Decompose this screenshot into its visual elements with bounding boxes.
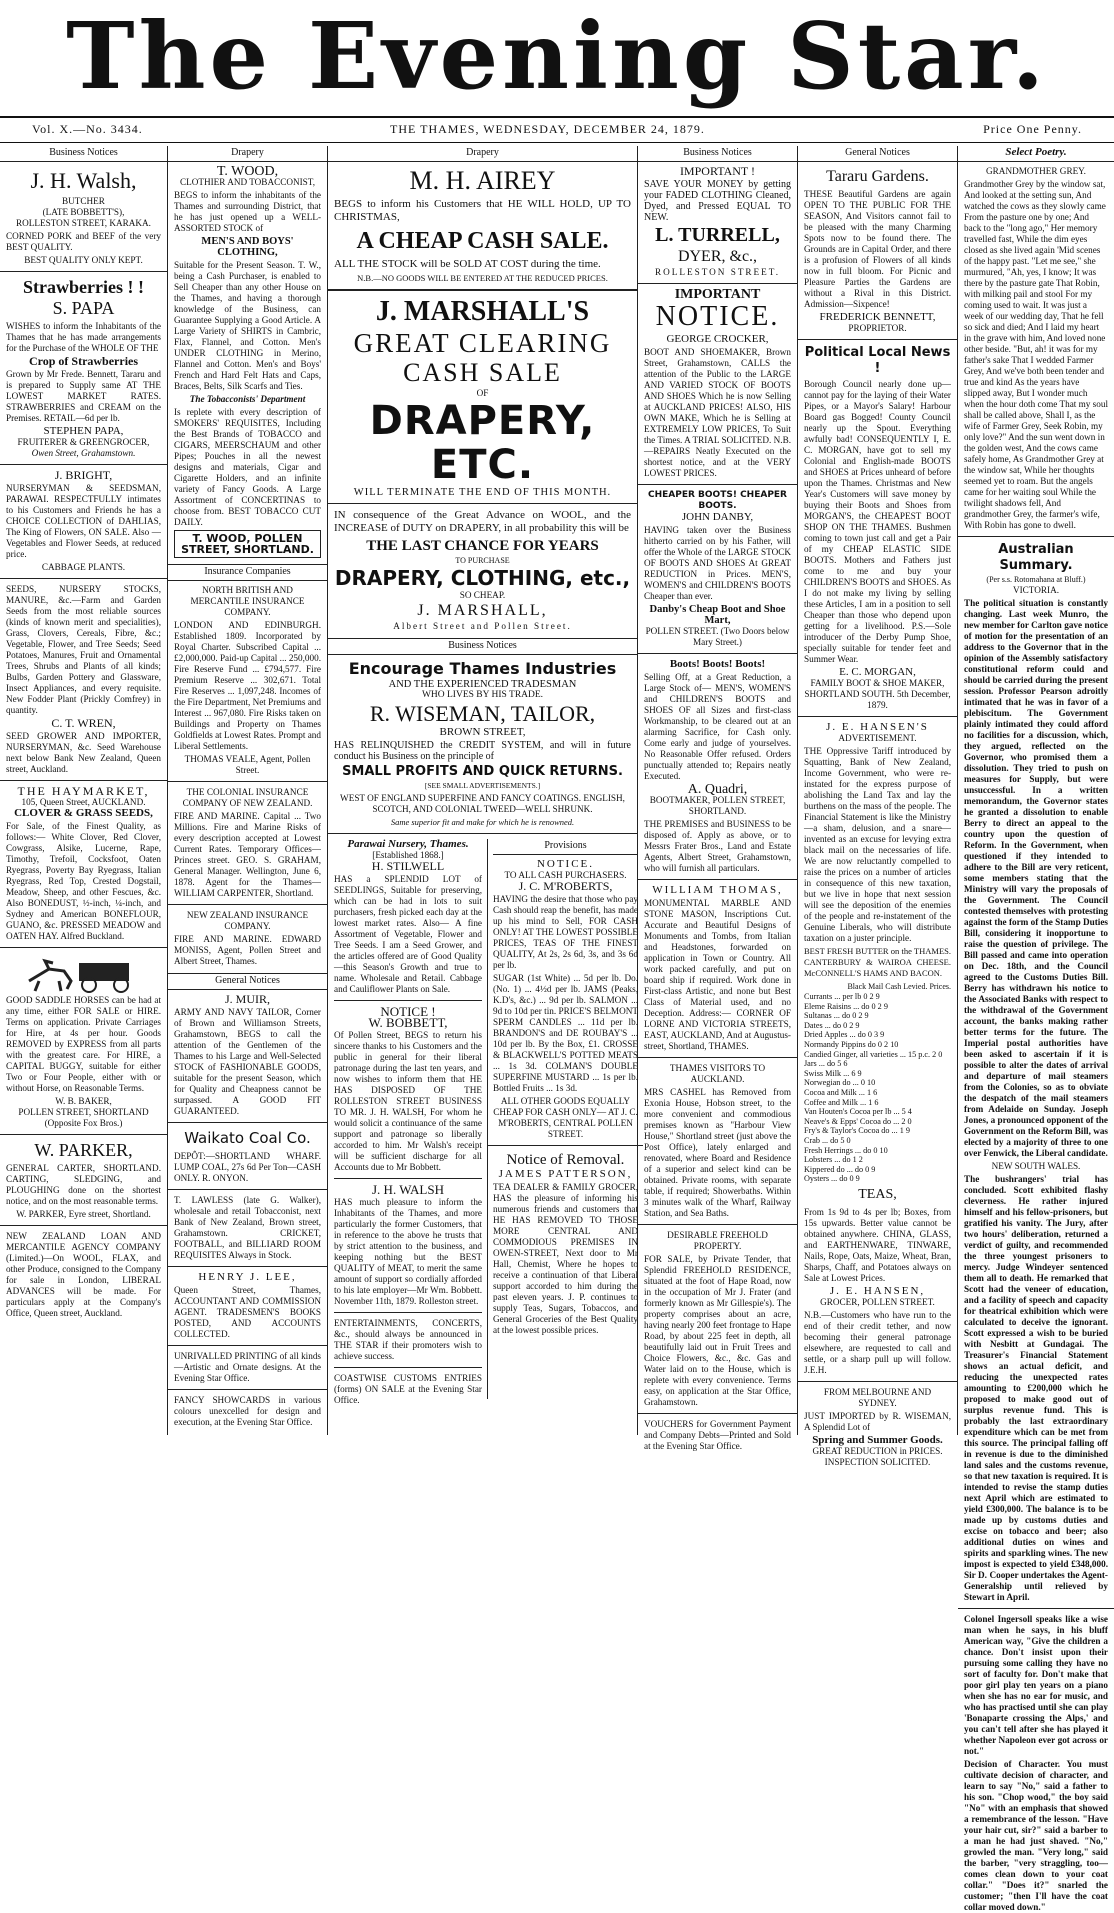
price-row: Eleme Raisins ... do 0 2 9: [804, 1001, 888, 1011]
prov-notice: NOTICE.: [536, 858, 595, 870]
so-cheap: SO CHEAP.: [459, 590, 506, 600]
section-head: General Notices: [168, 973, 327, 990]
divider: [168, 781, 327, 782]
volume-number: Vol. X.—No. 3434.: [32, 122, 143, 136]
section-head: Select Poetry.: [958, 146, 1114, 162]
drapery-clothing: DRAPERY, CLOTHING, etc.,: [334, 566, 631, 590]
divider: [638, 653, 797, 654]
price-row: Normandy Pippins do 0 2 10: [804, 1039, 899, 1049]
cash-sale: CASH SALE: [403, 358, 562, 387]
nzins-name: NEW ZEALAND INSURANCE COMPANY.: [186, 910, 309, 931]
section-head: Insurance Companies: [168, 564, 327, 581]
poem-body: Grandmother Grey by the window sat, And looked at the setting sun, And watched the cows as they slowly came From the pasture one by one; And back to the "long ago," Her memory travelled fast, While the dim eyes closed as she lived again 'Mid scenes of the happy past. "Let me see," she murmured, "Ah, yes, I know; It was there by the pasture gate That Robin, with milking pail and stool For my coming used to wait. It was just a week of our wedding day, That he fell so sick and died; And I laid my heart in the grave with him, And loved none other beside. "But, ah! it was for my father's sake That I wedded Farmer Grey, And we've both been tender and true and kind As the years have slipped away, But I wonder much when the hour doth come That my soul shall be called above, Shall I, as the wife of Farmer Grey, Seek Robin, my only love?" And the sun went down in the golden west, And the cows came safely home, As Grandmother Grey at the window sat, While her thoughts seemed yet to roam. But the angels came for her waiting soul While the twilight shadows fell, And grandmother Grey, the farmer's wife, With Robin has gone to dwell.: [964, 179, 1108, 530]
divider: [334, 1178, 482, 1179]
terminate: WILL TERMINATE THE END OF THIS MONTH.: [353, 487, 612, 498]
waikato-body: DEPÔT:—SHORTLAND WHARF. LUMP COAL, 27s 6d Per Ton—CASH ONLY. R. ONYON.: [174, 1151, 321, 1183]
divider: [168, 1122, 327, 1123]
price-list: [804, 992, 951, 1184]
wren-body: SEED GROWER AND IMPORTER, NURSERYMAN, &c. Seed Warehouse next below Bank New Zealand, Queen street, Auckland.: [6, 731, 161, 774]
price-row: Coffee and Milk ... 1 6: [804, 1097, 879, 1107]
section-head: Business Notices: [638, 146, 797, 162]
section-head: Provisions: [493, 839, 638, 855]
australian-heading: Australian Summary.: [998, 542, 1074, 573]
wood-name: T. WOOD,: [216, 164, 279, 179]
divider: [798, 1381, 957, 1382]
section-head: Drapery: [168, 146, 327, 162]
to-purchase: TO PURCHASE: [455, 556, 510, 565]
bright-body: NURSERYMAN & SEEDSMAN, PARAWAI. RESPECTFULLY intimates to his Customers and Friends he has a CHOICE COLLECTION of DAHLIAS, The King of Flowers, ON SALE. Also — Vegetables and Flower Seeds, at reduced price.: [6, 483, 161, 559]
column-2: [168, 146, 328, 1435]
cheap-cash-sale: A CHEAP CASH SALE.: [356, 228, 609, 254]
price: Price One Penny.: [983, 122, 1082, 136]
divider: [328, 833, 637, 834]
provisions-block: [487, 839, 638, 1399]
divider: [958, 1608, 1114, 1609]
wood-body-2: Suitable for the Present Season. T. W., being a Cash Purchaser, is enabled to Sell Cheaper than any other House on the Thames, and having a thorough knowledge of the Business, can Guarantee Supplying a Good Article. A Large Variety of SHIRTS in Cambric, Flax, Flannel, and Cotton. Men's UNDER CLOTHING in Merino, Flannel and Cotton. Men's and Boys' French and Hard Felt Hats and Caps, Braces, Belts, Silk Scarfs and Ties.: [174, 260, 321, 391]
divider: [328, 289, 637, 291]
tobacco-body: Is replete with every description of SMOKERS' REQUISITES, Including the Best Brands of TOBACCO and CIGARS, MEERSCHAUM and other Pipes; Pouches in all the newest designs and materials, Cigar and Cigarette Holders, and an infinite variety of Fancy Goods. A Large Assortment of CONCERTINAS to choose from. BEST TOBACCO CUT DAILY.: [174, 407, 321, 527]
section-head: Drapery: [328, 146, 637, 162]
clover-heading: CLOVER & GRASS SEEDS,: [14, 807, 153, 819]
just-imported: JUST IMPORTED by R. WISEMAN, A Splendid Lot of: [804, 1410, 951, 1432]
cabbage: CABBAGE PLANTS.: [41, 562, 126, 572]
premises: THE PREMISES and BUSINESS to be disposed of. Apply as above, or to Messrs Frater Bros., Land and Estate Agents, Albert Street, Grahamstown, who will furnish all particulars.: [644, 819, 791, 873]
airey-stock: ALL THE STOCK will be SOLD AT COST during the time.: [334, 258, 601, 270]
jhwalsh-name: J. H. WALSH: [372, 1182, 444, 1197]
small-profits: SMALL PROFITS AND QUICK RETURNS.: [342, 764, 623, 779]
divider: [168, 1189, 327, 1190]
walsh-line: ROLLESTON STREET, KARAKA.: [16, 218, 151, 228]
divider: [638, 484, 797, 485]
nsw-heading: NEW SOUTH WALES.: [991, 1161, 1081, 1171]
proprietor: PROPRIETOR.: [848, 323, 907, 333]
bennett-name: FREDERICK BENNETT,: [819, 311, 936, 323]
mroberts-body: HAVING the desire that those who pay Cash should reap the benefit, has made up his mind to Sell, FOR CASH ONLY! AT THE LOWEST POSSIBLE PRICES, TEAS OF THE FINEST QUALITY, At 2s, 2s 6d, 3s, and 3s 6d per lb.: [493, 894, 638, 970]
airey-name: M. H. AIREY: [409, 166, 556, 195]
coastwise: COASTWISE CUSTOMS ENTRIES (forms) ON SALE at the Evening Star Office.: [334, 1373, 482, 1405]
parawai-heading: Parawai Nursery, Thames.: [347, 838, 469, 850]
wood-sig: T. WOOD, POLLEN STREET, SHORTLAND.: [174, 530, 321, 558]
muir-body: ARMY AND NAVY TAILOR, Corner of Brown and Williamson Streets, Grahamstown, BEGS to call the attention of the Gentlemen of the Thames to his Large and Well-Selected STOCK of FASHIONABLE GOODS, suitable for the present Season, which for Quality and Cheapness cannot be surpassed. A GOOD FIT GUARANTEED.: [174, 1007, 321, 1116]
papa-sig-2: FRUITERER & GREENGROCER,: [17, 437, 150, 447]
danbys-mart: Danby's Cheap Boot and Shoe Mart,: [649, 604, 786, 626]
colonial-body: FIRE AND MARINE. Capital ... Two Millions. Fire and Marine Risks of every description accepted at Lowest Current Rates. Temporary Offices—Princes street. GEO. S. GRAHAM, General Manager. Wellington, June 6, 1878. Agent for the Thames— WILLIAM CARPENTER, Shortland.: [174, 811, 321, 898]
cheaper-boots: CHEAPER BOOTS! CHEAPER BOOTS.: [647, 490, 787, 511]
boots-body: Selling Off, at a Great Reduction, a Large Stock of— MEN'S, WOMEN'S and CHILDREN'S BOOTS and SHOES OF all Sizes and first-class Workmanship, to be cleared out at an alarming Sacrifice, for Cash only. Come early and judge of yourselves. No Reasonable Offer refused. Orders punctually attended to; Repairs neatly Executed.: [644, 672, 791, 781]
see-small: [SEE SMALL ADVERTISEMENTS.]: [424, 781, 541, 790]
same-fit: Same superior fit and make for which he is renowned.: [390, 817, 575, 827]
baker-name: W. B. BAKER,: [55, 1096, 112, 1106]
divider: [0, 464, 167, 465]
price-row: Swiss Milk ... 6 9: [804, 1068, 862, 1078]
strawberries-heading: Strawberries ! !: [23, 277, 144, 297]
removal-heading: Notice of Removal.: [506, 1152, 625, 1168]
muir-name: J. MUIR,: [224, 992, 270, 1006]
wood-sub: CLOTHIER AND TOBACCONIST,: [179, 177, 315, 187]
west-coatings: WEST OF ENGLAND SUPERFINE AND FANCY COATINGS. ENGLISH, SCOTCH, AND COLONIAL TWEED—WELL SHRUNK.: [340, 793, 625, 814]
tararu-heading: Tararu Gardens.: [826, 168, 929, 185]
nbm-body: LONDON AND EDINBURGH. Established 1809. Incorporated by Royal Charter. Subscribed Capital ... £2,000,000. Paid-up Capital ... 250,000. Fire Reserve Fund ... £794,577. Fire Premium Reserve ... 302,671. Total Fire Reserves ... 1,097,248. Incomes of the Fire Department, Net Premiums and Interest ... 967,080. Fire Risks taken on Buildings and Property on Thames Goldfields at Lowest Rates. Prompt and Liberal Settlements.: [174, 620, 321, 751]
price-row: Van Houten's Cocoa per lb ... 5 4: [804, 1107, 912, 1117]
nursery-block: [334, 839, 482, 1408]
clover-body: For Sale, of the Finest Quality, as follows:— White Clover, Red Clover, Cowgrass, Alsike, Lucerne, Rape, Timothy, Trefoil, Cocksfoot, Oaten Ryegrass, Poverty Bay Ryegrass, Italian Ryegrass, Red Top, Crested Dogstail, Meadow, Sheep, and other Fescues, &c. Also BONEDUST, ½-inch, ¼-inch, and Sydney and American BONEFLOUR, GUANO, &c. PRESSED MEADOW and OATEN HAY. Alfred Buckland.: [6, 821, 161, 941]
divider: [0, 271, 167, 272]
patterson-name: JAMES PATTERSON,: [498, 1168, 633, 1180]
bobbett-name: W. BOBBETT,: [368, 1015, 448, 1030]
seeds-body: SEEDS, NURSERY STOCKS, MANURE, &c.—Farm and Garden Seeds from the most reliable sources (kinds of known merit and specialities), Grass, Clovers, Cereals, Fibre, &c.; Vegetable, Flower, and Tree Seeds; Seed Potatoes, Manures, Fruit and Ornamental Trees, Shrubs and Plants of all kinds; Bulbs, Garden Pottery and Glassware, Insect Appliances, and every requisite. New Fodder Plant (Prickly Comfrey) in quantity.: [6, 584, 161, 715]
teas-body: From 1s 9d to 4s per lb; Boxes, from 15s upwards. Better value cannot be obtained anywhere. CHINA, GLASS, and EARTHENWARE, TINWARE, Nails, Rope, Oats, Maize, Wheat, Bran, Sharps, Chaff, and Potatoes always on Sale at Lowest Prices.: [804, 1206, 951, 1283]
nzins-body: FIRE AND MARINE. EDWARD MONISS, Agent, Pollen Street and Albert Street, Thames.: [174, 934, 321, 966]
turrell-name: L. TURRELL,: [655, 224, 780, 246]
morgan-body: FAMILY BOOT & SHOE MAKER, SHORTLAND SOUTH. 5th December, 1879.: [804, 678, 951, 710]
bobbett-body: Of Pollen Street, BEGS to return his sincere thanks to his Customers and the public in general for their liberal patronage during the last ten years, and now wishes to inform them that HE HAS DISPOSED OF THE ROLLESTON STREET BUSINESS TO MR. J. H. WALSH, For whom he would solicit a continuance of the same support and patronage so liberally accorded to him. Mr Walsh's receipt will be sufficient discharge for all Accounts due to Mr Bobbett.: [334, 1030, 482, 1172]
danby-addr: POLLEN STREET. (Two Doors below Mary Street.): [645, 626, 790, 647]
divider: [0, 780, 167, 781]
baker-body: POLLEN STREET, SHORTLAND (Opposite Fox Bros.): [18, 1107, 149, 1128]
melb-heading: FROM MELBOURNE AND SYDNEY.: [823, 1386, 932, 1408]
mroberts-name: J. C. M'ROBERTS,: [518, 879, 613, 893]
drapery-etc: DRAPERY, ETC.: [369, 398, 596, 488]
price-row: Jars ... do 5 6: [804, 1059, 848, 1069]
masthead: [0, 0, 1114, 112]
nsw-body: The bushrangers' trial has concluded. Scott exhibited flashy cleverness. He rather injured himself and his fellow-prisoners, but gratified his vanity. The Jury, after two hours' deliberation, returned a verdict of guilty, and recommended the three youngest prisoners to mercy. Judge Windeyer sentenced them all to death. He remarked that Scott had the veneer of education, and a facility of speech and capacity for theatrical exhibition which were calculated to deceive the ignorant. Scott expressed a wish to be buried with Nesbitt at Gundagai. The Treasurer's Financial Statement shows an actual deficit, and reducing the unexpected rates amounting to £200,000 which he proposed to make good out of surplus revenue fund. This is probably the last extraordinary expenditure which can be met from this source. The principal falling off in revenue is due to the diminished land sales and the customs revenue, so that new taxation is required. It is intended to revise the stamp duties next April which are estimated to yield £300,000. The balance is to be made up by customs duties and excise on tobacco and beer; also additional duties on wines and spirits and sparkling wines. The new impost is expected to yield £348,000. Sir D. Cooper undertakes the Agent-Generalship until relieved by Stewart in April.: [964, 1174, 1108, 1602]
price-row: Dates ... do 0 2 9: [804, 1020, 860, 1030]
lawless-body: T. LAWLESS (late G. Walker), wholesale and retail Tobacconist, next Bank of New Zealand, Brown street, Grahamstown. CRICKET, FOOTBALL, and BILLIARD ROOM REQUISITES Always in Stock.: [174, 1195, 321, 1260]
masthead-title: The Evening Star.: [66, 2, 1048, 110]
divider: [334, 1367, 482, 1368]
section-head: Business Notices: [0, 146, 167, 162]
waikato-name: Waikato Coal Co.: [184, 1129, 311, 1147]
price-head: Black Mail Cash Levied. Prices.: [847, 982, 951, 991]
divider: [958, 536, 1114, 537]
political-body: Borough Council nearly done up—cannot pay for the laying of their Water Pipes, or a Mayor's Salary! Harbour Board gas Bogged! County Council nearly up the Spout. Everything awfully bad! CONSEQUENTLY I, E. C. MORGAN, have got to sell my Colonial and English-made BOOTS and SHOES at Prices unheard of before upon the Thames. Christmas and New Year's Customers will save money by buying their Boots and Shoes from MORGAN'S, the CHEAPEST BOOT SHOP ON THE THAMES. Bushmen coming to town just call and get a Pair of my CHEAP ELASTIC SIDE BOOTS. Mothers and Fathers just come to me and buy your CHILDREN'S BOOTS and SHOES. As I do not make my living by selling these Articles, I am in a position to sell Cheaper than those who depend upon getting for a livelihood. P.S.—Sole introducer of the Derby Pump Shoe, specially suitable for tender feet and Summer Wear.: [804, 379, 951, 664]
stilwell-name: H. STILWELL: [371, 859, 445, 873]
price-row: Candied Ginger, all varieties ... 15 p.c. 2 0: [804, 1049, 943, 1059]
colonial-name: THE COLONIAL INSURANCE COMPANY OF NEW ZEALAND.: [182, 787, 313, 808]
lower-split: [334, 838, 638, 1405]
divider: [798, 339, 957, 340]
per-ship: (Per s.s. Rotomahana at Bluff.): [986, 575, 1086, 584]
bobbett-notice: NOTICE !: [380, 1004, 436, 1019]
marshall-name: J. MARSHALL'S: [375, 296, 590, 327]
hansen-body: THE Oppressive Tariff introduced by Squatting, Bank of New Zealand, Income Government, who were re-instated for the express purpose of abolishing the Land Tax and lay the burthens on the mass of the people. The Financial Statement is like the Ministry—a sham, delusion, and a snare—invented as an excuse for levying extra black mail on the necessaries of life. We are now reluctantly compelled to raise the prices on a number of articles in consequence of this new taxation, but we live in hope that next session will see the deposition of the enemies of the people and re-instatement of the Genuine Liberals, who will distribute taxation on a juster principle.: [804, 746, 951, 943]
quadri-name: A. Quadri,: [687, 782, 748, 797]
walsh-heading: J. H. Walsh,: [30, 168, 137, 193]
divider: [638, 1413, 797, 1414]
vouchers: VOUCHERS for Government Payment and Company Debts—Printed and Sold at the Evening Star Office.: [644, 1419, 791, 1451]
victoria-heading: VICTORIA.: [1012, 585, 1060, 595]
walsh-line: BEST QUALITY ONLY KEPT.: [24, 255, 143, 265]
carriage-illustration: [9, 953, 159, 993]
divider: [168, 1389, 327, 1390]
crop-heading: Crop of Strawberries: [28, 354, 139, 368]
morgan-name: E. C. MORGAN,: [839, 666, 916, 678]
ingersoll: Colonel Ingersoll speaks like a wise man when he says, in his bluff American way, "Give the children a chance. Don't insist upon their pursuing some calling they have no sort of faculty for. Don't make that poor girl play ten years on a piano when she has no ear for music, and who has practised until she can play 'Bonaparte crossing the Alps,' and you can't tell after she has played it whether Napoleon ever got across or not.": [964, 1614, 1108, 1756]
notice-heading: NOTICE.: [655, 301, 780, 332]
quadri-body: BOOTMAKER, POLLEN STREET, SHORTLAND.: [649, 795, 786, 816]
papa-body-2: Grown by Mr Frede. Bennett, Tararu and is prepared to Supply same AT THE LOWEST MARKET RATES. STRAWBERRIES and CREAM on the Premises. RETAIL—6d per lb.: [6, 369, 161, 423]
lee-name: HENRY J. LEE,: [198, 1271, 297, 1283]
price-row: Norwegian do ... 0 10: [804, 1078, 876, 1088]
relinquished: HAS RELINQUISHED the CREDIT SYSTEM, and will in future conduct his Business on the principle of: [334, 740, 631, 762]
tobacco-heading: The Tobacconists' Department: [189, 394, 306, 404]
important-heading: IMPORTANT !: [679, 164, 756, 178]
dateline: THE THAMES, WEDNESDAY, DECEMBER 24, 1879.: [390, 122, 705, 136]
column-3: [328, 146, 638, 1435]
who-lives: WHO LIVES BY HIS TRADE.: [421, 690, 544, 700]
divider: [168, 1266, 327, 1267]
entertainments: ENTERTAINMENTS, CONCERTS, &c., should always be announced in THE STAR if their promoters wish to achieve success.: [334, 1318, 482, 1361]
divider: [168, 1345, 327, 1346]
mroberts-end: ALL OTHER GOODS EQUALLY CHEAP FOR CASH ONLY— AT J. C. M'ROBERTS, CENTRAL POLLEN STREET.: [493, 1096, 638, 1139]
thomas-name: WILLIAM THOMAS,: [652, 884, 783, 896]
visitors-body: MRS CASHEL has Removed from Exonia House, Hobson street, to the more convenient and commodious premises known as "Harbour View House," Shortland street (just above the Post Office), lately enlarged and renovated, where Board and Residence of a superior and select kind can be obtained. Private rooms, with separate table, if required; Showerbaths. Within 3 minutes walk of the Wharf, Railway Station, and Sea Baths.: [644, 1087, 791, 1218]
price-row: Currants ... per lb 0 2 9: [804, 992, 880, 1001]
jehansen-name: J. E. HANSEN,: [829, 1284, 926, 1297]
wood-body: BEGS to inform the inhabitants of the Thames and surrounding District, that he has just opened up a WELL-ASSORTED STOCK of: [174, 190, 321, 233]
walsh-line: BUTCHER: [62, 196, 105, 206]
wren-name: C. T. WREN,: [51, 716, 116, 730]
divider: [168, 904, 327, 905]
wiseman-name: R. WISEMAN, TAILOR,: [369, 701, 596, 726]
issue-bar: [0, 116, 1114, 143]
papa-name: S. PAPA: [52, 298, 115, 318]
freehold-heading: DESIRABLE FREEHOLD PROPERTY.: [667, 1230, 768, 1251]
consequence: IN consequence of the Great Advance on WOOL, and the INCREASE of DUTY on DRAPERY, in all probability this will be: [334, 509, 631, 534]
divider: [0, 1225, 167, 1226]
airey-body: BEGS to inform his Customers that HE WILL HOLD, UP TO CHRISTMAS,: [334, 198, 631, 223]
nb-customers: N.B.—Customers who have run to the end of their credit tether, and now becoming their general patronage elsewhere, are requested to call and settle, or a sharp pull up will follow. J.E.H.: [804, 1309, 951, 1375]
brown-street: BROWN STREET,: [439, 726, 526, 738]
divider: [638, 283, 797, 284]
section-head: Business Notices: [328, 638, 637, 655]
bright-name: J. BRIGHT,: [54, 468, 113, 482]
divider: [334, 1000, 482, 1001]
divider: [638, 1224, 797, 1225]
parker-name: W. PARKER,: [34, 1140, 133, 1160]
great-clearing: GREAT CLEARING: [353, 328, 612, 358]
parker-body: GENERAL CARTER, SHORTLAND. CARTING, SLEDGING, and PLOUGHING done on the shortest notice, and on the most reasonable terms.: [6, 1163, 161, 1206]
price-row: Oysters ... do 0 9: [804, 1174, 860, 1184]
jhwalsh-body: HAS much pleasure to inform the Inhabitants of the Thames, and more particularly the former Customers, that in reference to the above he trusts that by strict attention to the business, and keeping nothing but the BEST QUALITY of MEAT, to merit the same amount of support so cordially afforded to his late employer—Mr Wm. Bobbett. November 11th, 1879. Rolleston street.: [334, 1197, 482, 1306]
price-row: Cocoa and Milk ... 1 6: [804, 1087, 878, 1097]
hansen-heading: J. E. HANSEN'S: [826, 721, 929, 733]
divider: [488, 1145, 643, 1146]
encourage: Encourage Thames Industries: [348, 659, 617, 678]
walsh-line: CORNED PORK and BEEF of the very BEST QUALITY.: [6, 231, 161, 252]
danby-body: HAVING taken over the Business hitherto carried on by his Father, will offer the Whole of the LARGE STOCK OF BOOTS AND SHOES At GREAT REDUCTION in Prices. MEN'S, WOMEN'S and CHILDREN'S BOOTS Cheaper than ever.: [644, 525, 791, 601]
thomas-body: MONUMENTAL MARBLE AND STONE MASON, Inscriptions Cut. Accurate and Beautiful Designs of Monuments and Tombs, from Italian and Headstones, forwarded on application in Town or Country. All work packed carefully, and put on board ship if required. Work done in First-class Artistic, and none but Best Class of Material used, and no Deception. Address:— CORNER OF LORNE AND VICTORIA STREETS, EAST, AUCKLAND, And at Augustus-street, Shortland, THAMES.: [644, 898, 791, 1051]
price-row: Dried Apples ... do 0 3 9: [804, 1030, 885, 1040]
nzloan-body: NEW ZEALAND LOAN AND MERCANTILE AGENCY COMPANY (Limited.)—On WOOL, FLAX, and other Produce, consigned to the Company for sale in London, LIBERAL ADVANCES will be made. For particulars apply at the Company's Office, Queen street, Auckland.: [6, 1231, 161, 1318]
jmarshall: J. MARSHALL,: [417, 602, 548, 619]
divider: [0, 578, 167, 579]
parawai-est: [Established 1868.]: [372, 850, 444, 860]
nbm-name: NORTH BRITISH AND MERCANTILE INSURANCE COMPANY.: [190, 585, 305, 617]
price-row: Fresh Herrings ... do 0 10: [804, 1145, 888, 1155]
political-heading: Political Local News !: [804, 345, 951, 376]
teas-heading: TEAS,: [858, 1186, 897, 1202]
lee-body: Queen Street, Thames, ACCOUNTANT AND COMMISSION AGENT. TRADESMEN'S BOOKS POSTED, AND ACCOUNTS COLLECTED.: [174, 1285, 321, 1339]
columns: [0, 146, 1114, 1912]
price-row: Crab ... do 5 0: [804, 1135, 851, 1145]
crocker-name: GEORGE CROCKER,: [666, 333, 769, 345]
danby-name: JOHN DANBY,: [681, 511, 754, 523]
section-head: General Notices: [798, 146, 957, 162]
poem-title: GRANDMOTHER GREY.: [986, 166, 1086, 176]
mroberts-items: SUGAR (1st White) ... 5d per lb. Do. (No. 1) ... 4½d per lb. JAMS (Peaks, K.D's, &c.) ... 9d per lb. SALMON ... 9d to 10d per tin. PRICE'S BELMONT SPERM CANDLES ... 11d per lb. BRANDON'S and DE ROUBAY'S ... 10d per lb. By the Box, £1. CROSSE & BLACKWELL'S POTTED MEATS ... 1s 3d. COLMAN'S DOUBLE SUPERFINE MUSTARD ... 1s per lb. Bottled Fruits ... 1s 3d.: [493, 973, 638, 1093]
important-body: SAVE YOUR MONEY by getting your FADED CLOTHING Cleaned, Dyed, and Pressed EQUAL TO NEW.: [644, 179, 791, 223]
price-row: Neave's & Epps' Cocoa do ... 2 0: [804, 1116, 912, 1126]
divider: [0, 1134, 167, 1135]
airey-nb: N.B.—NO GOODS WILL BE ENTERED AT THE REDUCED PRICES.: [357, 273, 608, 283]
saddle-body: GOOD SADDLE HORSES can be had at any time, either FOR SALE or HIRE. Terms on application. Private Carriages for Hire, at 4s per hour. Goods REMOVED by EXPRESS from all parts with the greatest care. For HIRE, a CAPITAL BUGGY, suitable for either Two or Four People, either with or without Horse, on Reasonable Terms.: [6, 995, 161, 1093]
papa-sig-3: Owen Street, Grahamstown.: [31, 448, 136, 458]
mens-clothing: MEN'S AND BOYS' CLOTHING,: [201, 236, 294, 258]
advertisement-label: ADVERTISEMENT.: [838, 733, 917, 743]
walsh-line: (LATE BOBBETT'S),: [42, 207, 125, 217]
parker-addr: W. PARKER, Eyre street, Shortland.: [16, 1209, 151, 1219]
haymarket-name: THE HAYMARKET,: [17, 784, 150, 798]
victoria-body: The political situation is constantly changing. Last week Munro, the new member for Carlton gave notice of motion for the presentation of an address to the Governor that in the opinion of the Assembly satisfactory constitutional reform could and should be carried during the present session. Professor Pearson adroitly intimated that he was in favor of a plebiscitum. The Government plainly intimated they could afford no facilities for a discussion, which, they argued, reflected on the Governor, who promised them a dissolution. They tried to push on measures for Supply, but were unsuccessful. In a written memorandum, the Governor states he granted a dissolution to enable Berry to direct an appeal to the country upon the question of Reform. In the Government, when questioned if they intended to adhere to the Bill are very reticent, some members stating that the Ministry will vary the proposals of the Government. The Council contested themselves with protesting against the form of the Stamp Duties Bill, considering it inopportune to raise the question of privilege. The Bill passed and came into operation on Dec. 18th, and the Council agreed to the Customs Duties Bill. Berry has withdrawn his notice to the Associated Banks with respect to the withdrawal of the Government account, the banks making rather better terms for the future. The Imperial postal authorities have been asked to ascertain if it is possible to alter the dates of arrival and departure of mail steamers from the Colonies, so as to obviate the despatch of the mail steamers from Adelaide on Sunday. Joseph Jones, a pronounced opponent of the Government on the Reform Bill, was elected by a majority of three to one over Fenwick, the Liberal candidate.: [964, 598, 1108, 1158]
last-chance: THE LAST CHANCE FOR YEARS: [366, 538, 599, 554]
divider: [798, 716, 957, 717]
crocker-body: BOOT AND SHOEMAKER, Brown Street, Grahamstown, CALLS the attention of the Public to the LARGE AND VARIED STOCK OF BOOTS AND SHOES Which he is now Selling at AUCKLAND PRICES! ALSO, HIS OWN MAKE, Which he is Selling at EXTREMELY LOW PRICES, To Suit the Times. A TRIAL SOLICITED. N.B.—REPAIRS Neatly Executed on the shortest notice, and at the VERY LOWEST PRICES.: [644, 347, 791, 478]
showcards-notice: FANCY SHOWCARDS in various colours unexcelled for design and execution, at the Evening Star Office.: [174, 1395, 321, 1427]
divider: [638, 1057, 797, 1058]
nbm-sig: THOMAS VEALE, Agent, Pollen Street.: [184, 754, 311, 775]
tararu-body: THESE Beautiful Gardens are again OPEN TO THE PUBLIC FOR THE SEASON, And Visitors cannot fail to be pleased with the many Charming Spots now to be found there. The Grounds are in Capital Order, and there is a profusion of Flowers of all kinds now in full bloom. For Picnic and Pleasure Parties the Gardens are without a Rival in this District. Admission—Sixpence!: [804, 189, 951, 309]
price-row: Lobsters ... do 1 2: [804, 1155, 863, 1165]
butter: BEST FRESH BUTTER on the THAMES. CANTERBURY & WAIROA CHEESE. McCONNELL'S HAMS AND BACON.: [804, 946, 951, 978]
reduction: GREAT REDUCTION in PRICES. INSPECTION SOLICITED.: [812, 1445, 943, 1467]
divider: [334, 1312, 482, 1313]
experienced: AND THE EXPERIENCED TRADESMAN: [388, 679, 577, 690]
freehold-body: FOR SALE, by Private Tender, that Splendid FREEHOLD RESIDENCE, situated at the foot of Hape Road, now in the occupation of Mr J. Frater (and formerly known as Mr Gillespie's). The property comprises about an acre, having nearly 200 feet frontage to Hape Road, by about 225 feet in depth, all beautifully laid out in Fruit Trees and Choice Flowers, &c., &c. Gas and Water laid on to the House, which is replete with every convenience. Terms easy, on application at the Star Office, Grahamstown.: [644, 1254, 791, 1407]
divider: [328, 503, 637, 504]
decision: Decision of Character. You must cultivate decision of character, and learn to say "No," said a father to his son. "Chop wood," the boy said "No" with an emphasis that showed a remembrance of the lesson. "Have your hair cut, sir?" said a barber to a man he had just shaved. "No," growled the man. "Very long," said the barber, "very straggling, too—comes clean down to your coat collar." "Does it?" snarled the customer; "then I'll have the coat collar moved down.": [964, 1759, 1108, 1912]
spring-goods: Spring and Summer Goods.: [812, 1433, 943, 1446]
printing-notice: UNRIVALLED PRINTING of all kinds—Artistic and Ornate designs. At the Evening Star Office.: [174, 1351, 321, 1383]
visitors-heading: THAMES VISITORS TO AUCKLAND.: [669, 1063, 766, 1084]
haymarket-body: 105, Queen Street, AUCKLAND.: [21, 797, 146, 807]
boots-heading: Boots! Boots! Boots!: [669, 658, 766, 670]
divider: [0, 947, 167, 948]
dyer: DYER, &c.,: [677, 248, 758, 265]
important-2: IMPORTANT: [674, 287, 761, 302]
column-4: [638, 146, 798, 1451]
stilwell-body: HAS a SPLENDID LOT of SEEDLINGS, Suitable for preserving, which can be had in lots to suit purchasers, fresh picked each day at the lowest market rates. Also— A fine Assortment of Vegetable, Flower and Tree Seeds. I am a Seed Grower, and the articles offered are of Good Quality—this Season's Growth and true to name. Wholesale and Retail. Cabbage and Cauliflower Plants on Sale.: [334, 874, 482, 994]
jm-addr: Albert Street and Pollen Street.: [393, 621, 572, 631]
price-row: Fry's & Taylor's Cocoa do ... 1 9: [804, 1126, 910, 1136]
rolleston: ROLLESTON STREET.: [654, 267, 781, 277]
grocer: GROCER, POLLEN STREET.: [820, 1296, 935, 1307]
price-row: Kippered do ... do 0 9: [804, 1164, 876, 1174]
column-1: [0, 146, 168, 1435]
divider: [638, 879, 797, 880]
papa-body: WISHES to inform the Inhabitants of the Thames that he has made arrangements for the Purchase of the WHOLE OF THE: [6, 321, 161, 353]
column-5: [798, 146, 958, 1467]
papa-sig: STEPHEN PAPA,: [43, 425, 124, 437]
prov-to: TO ALL CASH PURCHASERS.: [504, 870, 627, 880]
patterson-body: TEA DEALER & FAMILY GROCER, HAS the pleasure of informing his numerous friends and customers that HE HAS REMOVED TO THOSE MORE CENTRAL AND COMMODIOUS PREMISES IN OWEN-STREET, Next door to Mr Hall, Chemist, Where he hopes to receive a continuation of that Liberal support accorded to him during the past eleven years. J. P. continues to supply Teas, Sugars, Tobaccos, and General Groceries of the Best Quality at the lowest possible prices.: [493, 1182, 638, 1335]
price-row: Sultanas ... do 0 2 9: [804, 1011, 869, 1021]
of-label: OF: [476, 388, 489, 398]
column-6: [958, 146, 1114, 1912]
